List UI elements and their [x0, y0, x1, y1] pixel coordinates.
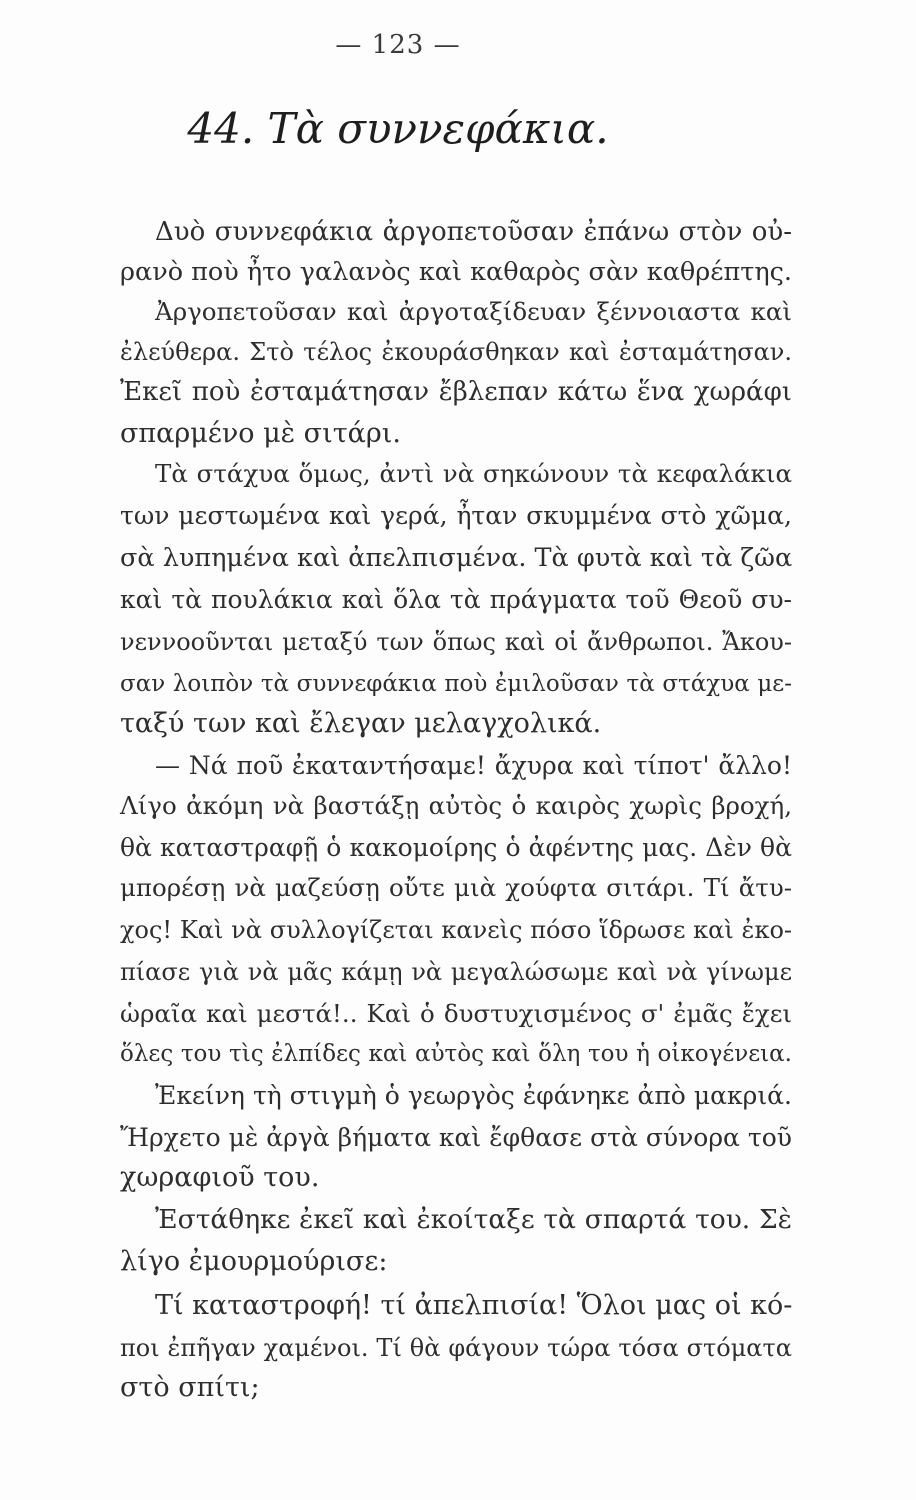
text-line: σπαρμένο μὲ σιτάρι.	[120, 418, 401, 449]
text-line: ποι ἐπῆγαν χαμένοι. Τί θὰ φάγουν τώρα τόσα στόματα	[120, 1334, 792, 1362]
text-line: χωραφιοῦ του.	[120, 1162, 320, 1193]
text-line: Ἤρχετο μὲ ἀργὰ βήματα καὶ ἔφθασε στὰ σύνορα τοῦ	[120, 1123, 792, 1152]
text-line: Ἀργοπετοῦσαν καὶ ἀργοταξίδευαν ξέννοιαστα καὶ	[155, 297, 792, 326]
text-line: Ἐκεῖ ποὺ ἐσταμάτησαν ἔβλεπαν κάτω ἕνα χωράφι	[120, 377, 792, 407]
page-number: — 123 —	[335, 30, 461, 60]
text-line: των μεστωμένα καὶ γερά, ἦταν σκυμμένα στὸ χῶμα,	[120, 501, 792, 530]
text-line: Ἐστάθηκε ἐκεῖ καὶ ἐκοίταξε τὰ σπαρτά του. Σὲ	[155, 1204, 792, 1235]
chapter-title: 44. Τὰ συννεφάκια.	[187, 104, 609, 153]
text-line: μπορέσῃ νὰ μαζεύσῃ οὔτε μιὰ χούφτα σιτάρι. Τί ἄτυ-	[120, 873, 792, 902]
text-line: Δυὸ συννεφάκια ἀργοπετοῦσαν ἐπάνω στὸν οὐ-	[155, 217, 792, 247]
text-line: ταξύ των καὶ ἔλεγαν μελαγχολικά.	[120, 708, 602, 739]
text-line: ρανὸ ποὺ ἦτο γαλανὸς καὶ καθαρὸς σὰν καθρέπτης.	[120, 257, 793, 287]
text-line: — Νά ποῦ ἐκαταντήσαμε! ἄχυρα καὶ τίποτ' ἄλλο!	[155, 751, 792, 780]
text-line: Τί καταστροφή! τί ἀπελπισία! Ὅλοι μας οἱ κό-	[155, 1290, 793, 1321]
text-line: στὸ σπίτι;	[120, 1372, 260, 1403]
text-line: πίασε γιὰ νὰ μᾶς κάμῃ νὰ μεγαλώσωμε καὶ νὰ γίνωμε	[120, 958, 792, 986]
text-line: ὡραῖα καὶ μεστά!.. Καὶ ὁ δυστυχισμένος σ' ἐμᾶς ἔχει	[120, 999, 792, 1028]
text-line: Τὰ στάχυα ὅμως, ἀντὶ νὰ σηκώνουν τὰ κεφαλάκια	[155, 459, 792, 488]
text-line: ἐλεύθερα. Στὸ τέλος ἐκουράσθηκαν καὶ ἐσταμάτησαν.	[120, 338, 792, 366]
text-line: καὶ τὰ πουλάκια καὶ ὅλα τὰ πράγματα τοῦ Θεοῦ συ-	[120, 585, 792, 614]
text-line: Ἐκείνη τὴ στιγμὴ ὁ γεωργὸς ἐφάνηκε ἀπὸ μακριά.	[155, 1081, 792, 1110]
text-line: χος! Καὶ νὰ συλλογίζεται κανεὶς πόσο ἵδρωσε καὶ ἐκο-	[120, 916, 792, 944]
text-line: Λίγο ἀκόμη νὰ βαστάξῃ αὐτὸς ὁ καιρὸς χωρὶς βροχή,	[120, 791, 792, 820]
text-line: σὰ λυπημένα καὶ ἀπελπισμένα. Τὰ φυτὰ καὶ τὰ ζῶα	[120, 543, 793, 573]
text-line: νεννοοῦνται μεταξύ των ὅπως καὶ οἱ ἄνθρωποι. Ἄκου-	[120, 628, 792, 656]
text-line: λίγο ἐμουρμούρισε:	[120, 1246, 388, 1277]
text-line: ὅλες του τὶς ἐλπίδες καὶ αὐτὸς καὶ ὅλη του ἡ οἰκογένεια.	[120, 1041, 792, 1067]
text-line: σαν λοιπὸν τὰ συννεφάκια ποὺ ἐμιλοῦσαν τὰ στάχυα με-	[120, 671, 792, 697]
text-line: θὰ καταστραφῇ ὁ κακομοίρης ὁ ἀφέντης μας. Δὲν θὰ	[120, 833, 792, 862]
